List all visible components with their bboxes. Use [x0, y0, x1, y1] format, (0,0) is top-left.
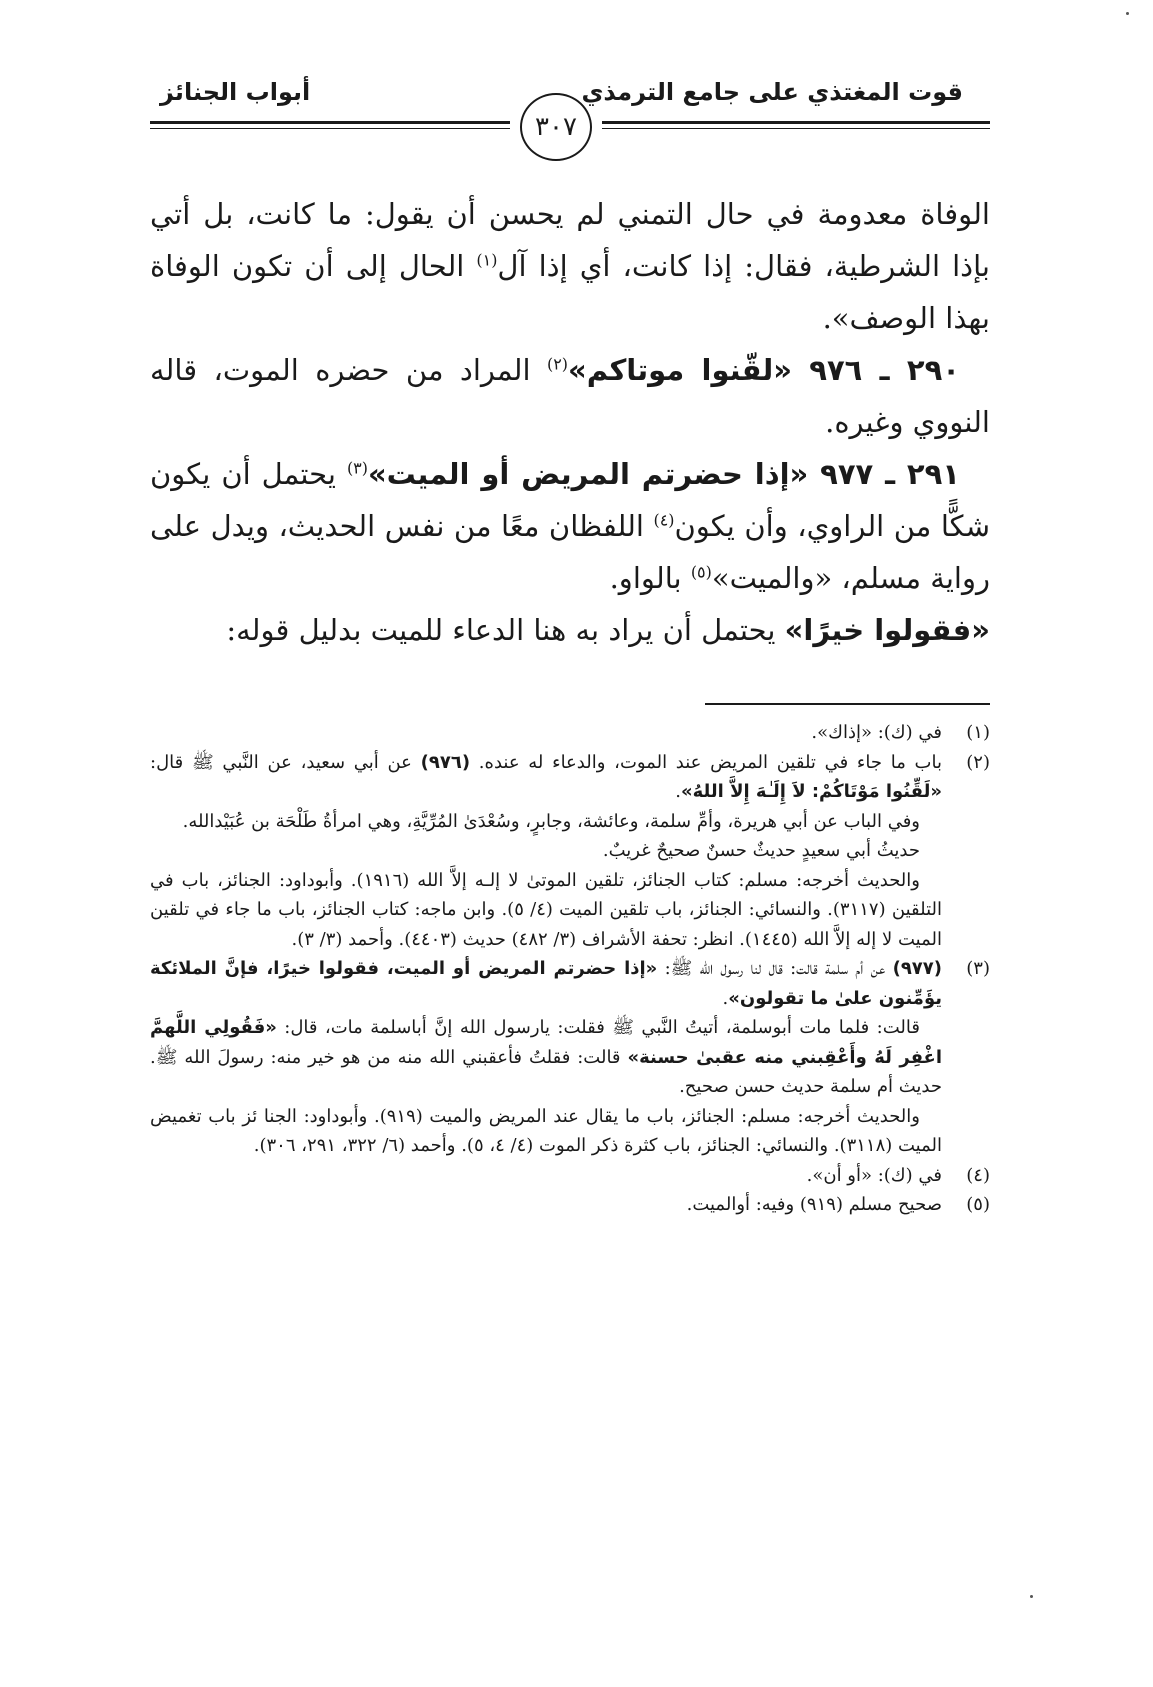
footnote-1: (١) في (ك): «إذاك».: [150, 718, 990, 748]
paragraph: الوفاة معدومة في حال التمني لم يحسن أن يقول: ما كانت، بل أتي بإذا الشرطية، فقال: إذا كانت، أي إذا آل$^{(١)}$ الحال إلى أن تكون الوفاة بهذا الوصف».: [150, 197, 990, 335]
header-rule-right-thin: [602, 128, 990, 129]
hadith-quote: «إذا حضرتم المريض أو الميت»: [367, 457, 821, 491]
footnote-4: (٤) في (ك): «أو أن».: [150, 1161, 990, 1191]
hadith-number: ٢٩١ ـ ٩٧٧: [820, 457, 960, 491]
footnote-number: (٥): [966, 1194, 990, 1215]
footnote-number: (١): [966, 722, 990, 743]
main-text: [150, 188, 990, 656]
paragraph: ٢٩٠ ـ ٩٧٦ «لقّنوا موتاكم»$^{(٢)}$ المراد من حضره الموت، قاله النووي وغيره.: [150, 353, 990, 439]
scan-speck: [1126, 12, 1129, 15]
scan-speck: [1030, 1595, 1033, 1598]
footnote-3: (٣) (٩٧٧) عن أم سلمة قالت: قال لنا رسول الله ﷺ: «إذا حضرتم المريض أو الميت، فقولوا خيرًا، فإنَّ الملائكة يؤَمِّنون علىٰ ما تقولون». قالت: فلما مات أبوسلمة، أتيتُ النَّبي ﷺ فقلت: يارسول الله إنَّ أباسلمة مات، قال: «فَقُولِي اللَّهمَّ اغْفِر لَهُ وأَعْقِبني منه عقبىٰ حسنة» قالت: فقلتُ فأعقبني الله منه من هو خير منه: رسولَ الله ﷺ. حديث أم سلمة حديث حسن صحيح. والحديث أخرجه: مسلم: الجنائز، باب ما يقال عند المريض والميت (٩١٩). وأبوداود: الجنا ئز باب تغميض الميت (٣١١٨). والنسائي: الجنائز، باب كثرة ذكر الموت (٤/ ٤، ٥). وأحمد (٦/ ٣٢٢، ٢٩١، ٣٠٦).: [150, 954, 990, 1161]
footnotes: [150, 718, 990, 1220]
book-title: قوت المغتذي على جامع الترمذي: [581, 78, 963, 106]
paragraph: ٢٩١ ـ ٩٧٧ «إذا حضرتم المريض أو الميت»$^{(٣)}$ يحتمل أن يكون شكًّا من الراوي، وأن يكون$^{(٤)}$ اللفظان معًا من نفس الحديث، ويدل على رواية مسلم، «والميت»$^{(٥)}$ بالواو.: [150, 457, 990, 595]
footnote-ref: (٢): [546, 354, 568, 374]
footnote-ref: (٣): [346, 458, 368, 478]
footnote-2: (٢) باب ما جاء في تلقين المريض عند الموت، والدعاء له عنده. (٩٧٦) عن أبي سعيد، عن النَّبي ﷺ قال: «لَقِّنُوا مَوْتَاكُمْ: لاَ إِلَـٰهَ إِلاَّ اللهُ». وفي الباب عن أبي هريرة، وأمِّ سلمة، وعائشة، وجابرٍ، وسُعْدَىٰ المُرِّيَّةِ، وهي امرأةُ طَلْحَة بن عُبَيْدالله. حديثُ أبي سعيدٍ حديثٌ حسنٌ صحيحٌ غريبٌ. والحديث أخرجه: مسلم: كتاب الجنائز، تلقين الموتىٰ لا إلـه إلاَّ الله (١٩١٦). وأبوداود: الجنائز، باب في التلقين (٣١١٧). والنسائي: الجنائز، باب تلقين الميت (٤/ ٥). وابن ماجه: كتاب الجنائز، باب ما جاء في تلقين الميت لا إله إلاَّ الله (١٤٤٥). انظر: تحفة الأشراف (٣/ ٤٨٢) حديث (٤٤٠٣). وأحمد (٣/ ٣).: [150, 748, 990, 955]
header-rule-left-thin: [150, 128, 510, 129]
header-rule-left-thick: [150, 121, 510, 124]
footnote-ref: (٥): [690, 562, 712, 582]
footnote-number: (٤): [966, 1164, 990, 1186]
section-title: أبواب الجنائز: [160, 78, 311, 106]
header-rule-right-thick: [602, 121, 990, 124]
page-number: ٣٠٧: [520, 93, 592, 161]
footnote-number: (٢): [966, 751, 990, 773]
footnote-number: (٣): [966, 958, 990, 979]
footnote-ref: (١): [476, 250, 498, 270]
footnote-5: (٥) صحيح مسلم (٩١٩) وفيه: أوالميت.: [150, 1190, 990, 1220]
paragraph: «فقولوا خيرًا» يحتمل أن يراد به هنا الدعاء للميت بدليل قوله:: [226, 613, 990, 647]
hadith-quote: «فقولوا خيرًا»: [784, 613, 990, 647]
hadith-quote: «لقّنوا موتاكم»: [567, 353, 810, 387]
hadith-number: ٢٩٠ ـ ٩٧٦: [809, 353, 960, 387]
footnote-ref: (٤): [653, 510, 675, 530]
footnote-separator: [705, 703, 990, 705]
